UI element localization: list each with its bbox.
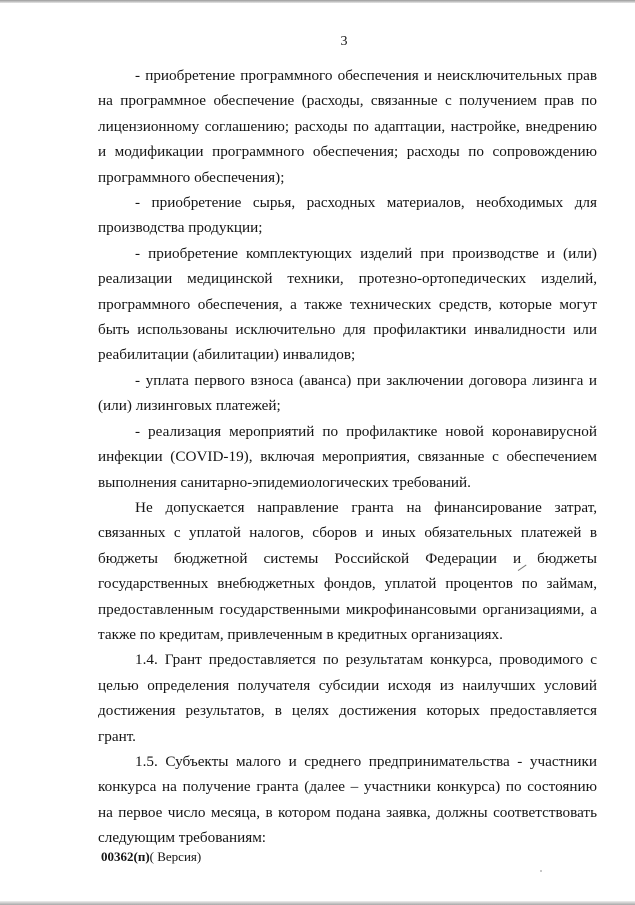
paragraph-components: - приобретение комплектующих изделий при производстве и (или) реализации медицинской техники, протезно-ортопедических изделий, программного обеспечения, а также технических средств, которые могут быть использованы исключительно для профилактики инвалидности или реабилитации (абилитации) инвалидов; xyxy=(98,244,597,364)
paragraph-1-4: 1.4. Грант предоставляется по результатам конкурса, проводимого с целью определения получателя субсидии исходя из наилучших условий достижения результатов, в целях достижения которых предоставляется грант. xyxy=(98,651,597,745)
paragraph-raw-materials: - приобретение сырья, расходных материалов, необходимых для производства продукции; xyxy=(98,194,597,237)
document-version: ( Версия) xyxy=(149,849,202,864)
paragraph-software: - приобретение программного обеспечения и неисключительных прав на программное обеспечение (расходы, связанные с получением прав по лицензионному соглашению; расходы по адаптации, настройке, внедрению и модификации программного обеспечения; расходы по сопровождению программного обеспечения); xyxy=(98,67,597,186)
page-number: 3 xyxy=(340,34,348,49)
document-body xyxy=(98,63,597,851)
paragraph-1-5: 1.5. Субъекты малого и среднего предпринимательства - участники конкурса на получение гранта (далее – участники конкурса) по состоянию на первое число месяца, в котором подана заявка, должны соответствовать следующим требованиям: xyxy=(98,752,597,847)
document-code: 00362(п) xyxy=(101,849,150,864)
paragraph-restrictions: Не допускается направление гранта на финансирование затрат, связанных с уплатой налогов, сборов и иных обязательных платежей в бюджеты бюджетной системы Российской Федерации и бюджеты государственных внебюджетных фондов, уплатой процентов по займам, предоставленным государственными микрофинансовыми организациями, а также по кредитам, привлеченным в кредитных организациях. xyxy=(98,498,597,643)
scan-speck xyxy=(540,870,542,872)
paragraph-leasing: - уплата первого взноса (аванса) при заключении договора лизинга и (или) лизинговых платежей; xyxy=(98,371,597,415)
paragraph-covid: - реализация мероприятий по профилактике новой коронавирусной инфекции (COVID-19), включая мероприятия, связанные с обеспечением выполнения санитарно-эпидемиологических требований. xyxy=(98,422,597,491)
scan-edge-bottom xyxy=(0,901,635,905)
scan-edge-top xyxy=(0,0,635,3)
footer xyxy=(101,849,201,865)
